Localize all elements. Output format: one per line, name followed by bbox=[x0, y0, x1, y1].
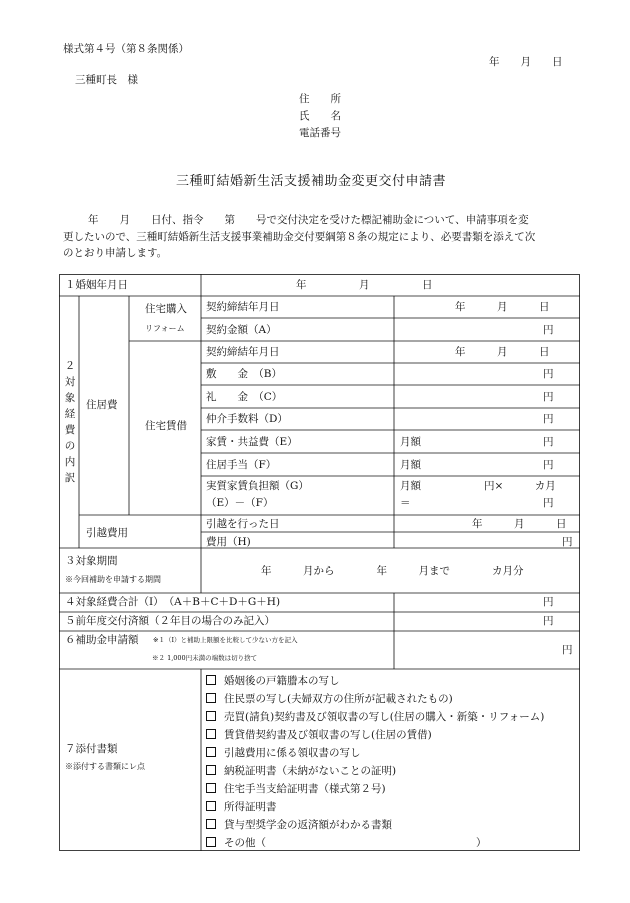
target-period-note: ※今回補助を申請する期間 bbox=[65, 575, 161, 584]
form-number: 様式第４号（第８条関係） bbox=[63, 43, 189, 55]
rent-fee-label: 家賃・共益費（E） bbox=[206, 436, 298, 448]
moving-fee-yen: 円 bbox=[562, 536, 573, 548]
actual-rent-equals: ＝ bbox=[400, 497, 411, 509]
marriage-date-label: １婚姻年月日 bbox=[65, 279, 128, 291]
housing-allowance-label: 住居手当（F） bbox=[206, 459, 277, 471]
application-table bbox=[59, 274, 580, 851]
purchase-contract-date-value: 年 月 日 bbox=[455, 301, 550, 313]
actual-rent-monthly: 月額 bbox=[400, 480, 421, 492]
checkbox-icon[interactable] bbox=[206, 711, 216, 721]
checkbox-icon[interactable] bbox=[206, 765, 216, 775]
checkbox-icon[interactable] bbox=[206, 837, 216, 847]
reform-label: リフォーム bbox=[145, 324, 185, 333]
addressee: 三種町長 様 bbox=[75, 74, 138, 86]
house-purchase-label: 住宅購入 bbox=[145, 303, 187, 315]
checkbox-icon[interactable] bbox=[206, 729, 216, 739]
checkbox-icon[interactable] bbox=[206, 819, 216, 829]
actual-rent-formula: （E）－（F） bbox=[206, 497, 274, 509]
phone-label: 電話番号 bbox=[299, 127, 341, 139]
previous-grant-yen: 円 bbox=[543, 615, 554, 627]
attachment-list bbox=[206, 672, 544, 852]
contract-amount-yen: 円 bbox=[543, 324, 554, 336]
housing-allowance-yen: 円 bbox=[543, 459, 554, 471]
brokerage-yen: 円 bbox=[543, 413, 554, 425]
moving-date-value: 年 月 日 bbox=[472, 518, 567, 530]
target-period-value: 年 月から 年 月まで カ月分 bbox=[261, 565, 524, 577]
total-expense-label: ４対象経費合計（I） （A＋B＋C＋D＋G＋H) bbox=[65, 596, 281, 608]
moving-cost-label: 引越費用 bbox=[86, 527, 128, 539]
attachments-note: ※添付する書類にレ点 bbox=[65, 762, 145, 771]
attachment-item[interactable]: 売買(請負)契約書及び領収書の写し(住居の購入・新築・リフォーム) bbox=[206, 708, 544, 726]
grant-amount-label: ６補助金申請額 bbox=[65, 634, 139, 646]
housing-allowance-monthly: 月額 bbox=[400, 459, 421, 471]
deposit-yen: 円 bbox=[543, 368, 554, 380]
intro-line-1: 年 月 日付、指令 第 号で交付決定を受けた標記補助金について、申請事項を変 bbox=[88, 214, 529, 226]
contract-amount-label: 契約金額（A） bbox=[206, 324, 277, 336]
target-period-label: ３対象期間 bbox=[65, 555, 118, 567]
key-money-label: 礼 金 （C） bbox=[206, 391, 283, 403]
checkbox-icon[interactable] bbox=[206, 801, 216, 811]
date-line: 年 月 日 bbox=[489, 56, 563, 68]
marriage-date-value: 年 月 日 bbox=[296, 279, 433, 291]
grant-amount-note-1: ※１（I）と補助上限額を比較して少ない方を記入 bbox=[153, 636, 298, 644]
attachment-item[interactable]: 婚姻後の戸籍謄本の写し bbox=[206, 672, 544, 690]
housing-cost-label: 住居費 bbox=[86, 399, 118, 411]
address-label: 住 所 bbox=[299, 93, 341, 105]
key-money-yen: 円 bbox=[543, 391, 554, 403]
grant-amount-note-2: ※２ 1,000円未満の端数は切り捨て bbox=[152, 654, 258, 662]
rent-contract-date-label: 契約締結年月日 bbox=[206, 346, 280, 358]
document-title: 三種町結婚新生活支援補助金変更交付申請書 bbox=[176, 174, 447, 189]
attachment-item[interactable]: 賃貸借契約書及び領収書の写し(住居の賃借) bbox=[206, 726, 544, 744]
rent-fee-yen: 円 bbox=[543, 436, 554, 448]
moving-fee-label: 費用（H) bbox=[206, 536, 251, 548]
target-expense-breakdown-label: ２ 対 象 経 費 の 内 訳 bbox=[64, 360, 76, 484]
intro-paragraph bbox=[63, 212, 581, 262]
rent-contract-date-value: 年 月 日 bbox=[455, 346, 550, 358]
attachment-item[interactable]: 住宅手当支給証明書（様式第２号) bbox=[206, 780, 544, 798]
brokerage-label: 仲介手数料（D） bbox=[206, 413, 288, 425]
checkbox-icon[interactable] bbox=[206, 747, 216, 757]
name-label: 氏 名 bbox=[299, 110, 341, 122]
actual-rent-times: 円× カ月 bbox=[484, 480, 556, 492]
checkbox-icon[interactable] bbox=[206, 693, 216, 703]
attachments-label: ７添付書類 bbox=[65, 743, 118, 755]
attachment-item[interactable]: 貸与型奨学金の返済額がわかる書類 bbox=[206, 816, 544, 834]
grant-amount-yen: 円 bbox=[562, 644, 573, 656]
house-rent-label: 住宅賃借 bbox=[145, 420, 187, 432]
previous-grant-label: ５前年度交付済額（２年目の場合のみ記入） bbox=[65, 615, 275, 627]
attachment-item[interactable]: 引越費用に係る領収書の写し bbox=[206, 744, 544, 762]
intro-line-2: 更したいので、三種町結婚新生活支援事業補助金交付要綱第８条の規定により、必要書類を添えて次 bbox=[63, 230, 536, 243]
total-expense-yen: 円 bbox=[543, 596, 554, 608]
attachment-item[interactable]: 納税証明書（未納がないことの証明) bbox=[206, 762, 544, 780]
moving-date-label: 引越を行った日 bbox=[206, 518, 280, 530]
checkbox-icon[interactable] bbox=[206, 675, 216, 685]
deposit-label: 敷 金 （B） bbox=[206, 368, 282, 380]
intro-line-3: のとおり申請します。 bbox=[63, 247, 168, 259]
actual-rent-yen: 円 bbox=[543, 497, 554, 509]
attachment-item[interactable]: 所得証明書 bbox=[206, 798, 544, 816]
attachment-item[interactable]: その他（ ） bbox=[206, 834, 544, 852]
actual-rent-label: 実質家賃負担額（G） bbox=[206, 480, 309, 492]
checkbox-icon[interactable] bbox=[206, 783, 216, 793]
purchase-contract-date-label: 契約締結年月日 bbox=[206, 301, 280, 313]
rent-fee-monthly: 月額 bbox=[400, 436, 421, 448]
attachment-item[interactable]: 住民票の写し(夫婦双方の住所が記載されたもの) bbox=[206, 690, 544, 708]
